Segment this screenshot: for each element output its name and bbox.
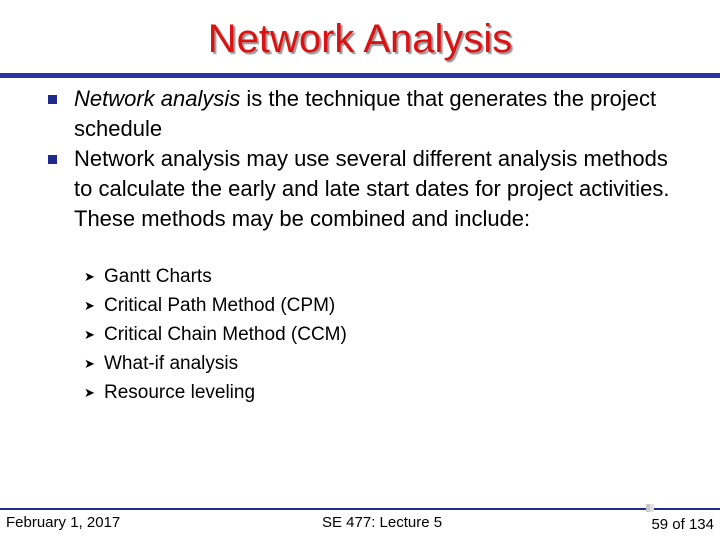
arrowhead-bullet-icon: ➤	[84, 327, 95, 342]
footer-divider-right	[654, 508, 720, 510]
bullet-text: Network analysis may use several different analysis methods to calculate the early and late start dates for project activities. These methods may be combined and include:	[74, 146, 670, 231]
slide-title: Network Analysis	[207, 17, 513, 61]
sub-bullet-item	[84, 291, 484, 320]
sub-bullet-text: Resource leveling	[104, 382, 256, 403]
footer-divider	[0, 508, 646, 510]
footer-page-number: 59 of 134	[651, 516, 714, 533]
sub-bullet-item	[84, 320, 484, 349]
bullet-text: is the technique that generates the project schedule	[74, 86, 657, 141]
sub-bullet-item	[84, 262, 484, 291]
sub-bullet-item	[84, 349, 484, 378]
arrowhead-bullet-icon: ➤	[84, 269, 95, 284]
arrowhead-bullet-icon: ➤	[84, 298, 95, 313]
title-divider	[0, 73, 720, 78]
footer-date: February 1, 2017	[6, 514, 121, 531]
sub-bullet-text: Critical Path Method (CPM)	[104, 295, 336, 316]
sub-bullet-text: What-if analysis	[104, 353, 239, 374]
sub-bullet-list	[84, 262, 484, 407]
sub-bullet-text: Critical Chain Method (CCM)	[104, 324, 347, 345]
bullet-emphasis: Network analysis	[74, 86, 241, 111]
sub-bullet-text: Gantt Charts	[104, 266, 212, 287]
footer-course: SE 477: Lecture 5	[322, 514, 443, 531]
arrowhead-bullet-icon: ➤	[84, 385, 95, 400]
bullet-item	[46, 144, 686, 234]
square-bullet-icon	[48, 95, 57, 104]
bullet-item	[46, 84, 686, 144]
arrowhead-bullet-icon: ➤	[84, 356, 95, 371]
sub-bullet-item	[84, 378, 484, 407]
bullet-list	[46, 84, 686, 234]
square-bullet-icon	[48, 155, 57, 164]
